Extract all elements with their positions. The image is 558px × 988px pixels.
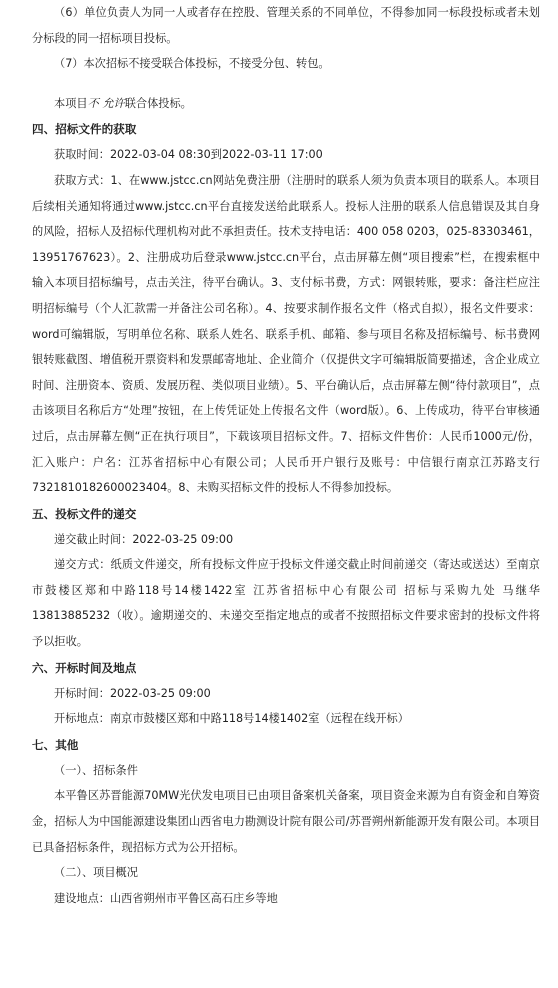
- opening-place: 开标地点：南京市鼓楼区郑和中路118号14楼1402室（远程在线开标）: [54, 712, 409, 726]
- subsection-tender-conditions: （一）、招标条件: [54, 763, 138, 777]
- qualification-item-7: （7）本次招标不接受联合体投标，不接受分包、转包。: [54, 57, 330, 71]
- qualification-item-6: （6）单位负责人为同一人或者存在控股、管理关系的不同单位，不得参加同一标段投标或者未划分标段的同一招标项目投标。: [32, 6, 540, 45]
- consortium-flag: 不 允许: [87, 96, 125, 110]
- consortium-statement: 本项目不 允许联合体投标。: [54, 96, 192, 110]
- construction-location: 建设地点：山西省朔州市平鲁区高石庄乡等地: [54, 891, 278, 905]
- section-6-title: 六、开标时间及地点: [32, 660, 137, 675]
- section-4-title: 四、招标文件的获取: [32, 122, 137, 137]
- obtain-time: 获取时间：2022-03-04 08:30到2022-03-11 17:00: [54, 148, 323, 162]
- opening-time: 开标时间：2022-03-25 09:00: [54, 686, 211, 700]
- submit-method: 递交方式：纸质文件递交，所有投标文件应于投标文件递交截止时间前递交（寄达或送达）至南京市鼓楼区郑和中路118号14楼1422室 江苏省招标中心有限公司 招标与采购九处 马继华13813885232（收）。逾期递交的、未递交至指定地点的或者不按照招标文件要求密封的投标文件将予以拒收。: [32, 558, 540, 649]
- section-7-title: 七、其他: [32, 737, 79, 752]
- subsection-project-overview: （二）、项目概况: [54, 866, 138, 880]
- submit-deadline: 递交截止时间：2022-03-25 09:00: [54, 532, 234, 546]
- tender-conditions-text: 本平鲁区苏晋能源70MW光伏发电项目已由项目备案机关备案，项目资金来源为自有资金和自筹资金，招标人为中国能源建设集团山西省电力勘测设计院有限公司/苏晋朔州新能源开发有限公司。本项目已具备招标条件，现招标方式为公开招标。: [32, 789, 540, 854]
- obtain-method: 获取方式：1、在www.jstcc.cn网站免费注册（注册时的联系人须为负责本项目的联系人。本项目后续相关通知将通过www.jstcc.cn平台直接发送给此联系人。投标人注册的联系人信息错误及其自身的风险，招标人及招标代理机构对此不承担责任。技术支持电话：400 058 0203，025-83303461，13951767623）。2、注册成功后登录www.jstcc.cn平台，点击屏幕左侧“项目搜索”栏，在搜索框中输入本项目招标编号，点击关注，待平台确认。3、支付标书费，方式：网银转账，要求：备注栏应注明招标编号（个人汇款需一并备注公司名称）。4、按要求制作报名文件（格式自拟），报名文件要求：word可编辑版，写明单位名称、联系人姓名、联系手机、邮箱、参与项目名称及招标编号、标书费网银转账截图、增值税开票资料和发票邮寄地址、企业简介（仅提供文字可编辑版简要描述，含企业成立时间、注册资本、资质、发展历程、类似项目业绩）。5、平台确认后，点击屏幕左侧“待付款项目”，点击该项目名称后方“处理”按钮，在上传凭证处上传报名文件（word版）。6、上传成功，待平台审核通过后，点击屏幕左侧“正在执行项目”，下载该项目招标文件。7、招标文件售价：人民币1000元/份，汇入账户：户名：江苏省招标中心有限公司；人民币开户银行及账号：中信银行南京江苏路支行7321810182600023404。8、未购买招标文件的投标人不得参加投标。: [32, 173, 540, 495]
- section-5-title: 五、投标文件的递交: [32, 506, 137, 521]
